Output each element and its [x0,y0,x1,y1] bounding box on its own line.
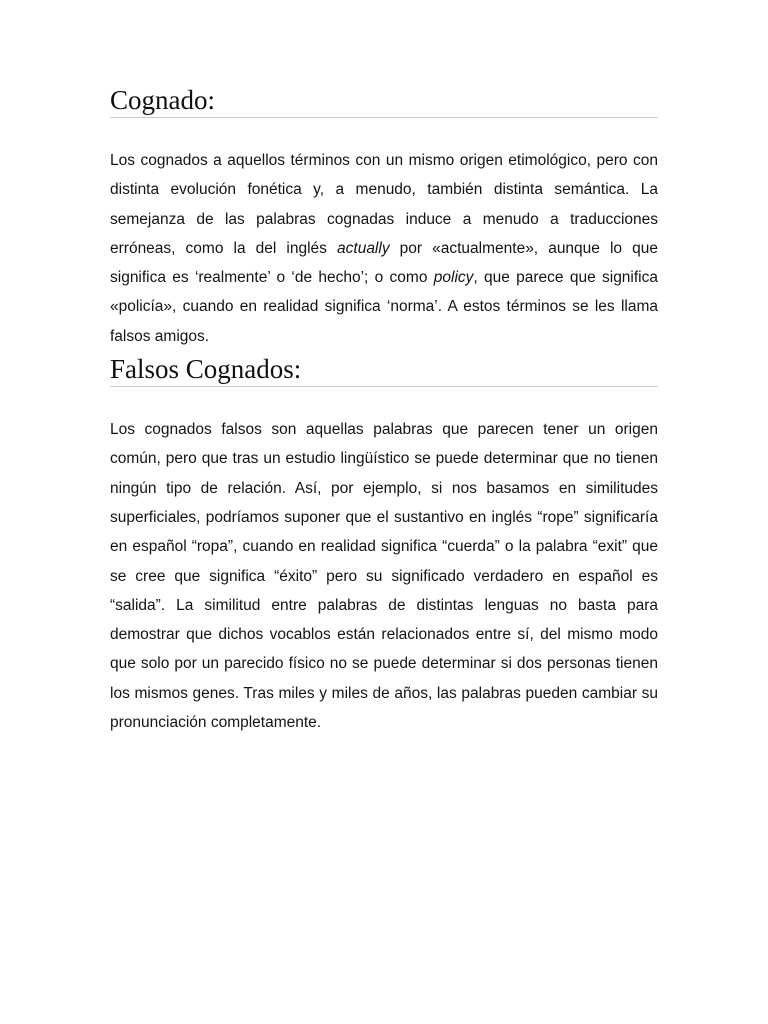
paragraph-falsos-cognados: Los cognados falsos son aquellas palabras que parecen tener un origen común, pero que tras un estudio lingüístico se puede determinar que no tienen ningún tipo de relación. Así, por ejemplo, si nos basamos en similitudes superficiales, podríamos suponer que el sustantivo en inglés “rope” significaría en español “ropa”, cuando en realidad significa “cuerda” o la palabra “exit” que se cree que significa “éxito” pero su significado verdadero en español es “salida”. La similitud entre palabras de distintas lenguas no basta para demostrar que dichos vocablos están relacionados entre sí, del mismo modo que solo por un parecido físico no se puede determinar si dos personas tienen los mismos genes. Tras miles y miles de años, las palabras pueden cambiar su pronunciación completamente. [110,421,658,732]
heading-cognado: Cognado: [110,84,658,118]
paragraph-cognado-part-1: Los cognados a aquellos términos con un mismo origen etimológico, pero con distinta evolución fonética y, a menudo, también distinta semántica. La semejanza de las palabras cognadas induce a menudo a traducciones erróneas, como la del inglés [110,152,658,257]
paragraph-cognado-part-3: , que parece que significa «policía», cuando en realidad significa ‘norma’. A estos términos se les llama falsos amigos. [110,269,658,345]
term-actually: actually [337,239,390,257]
document-page [110,84,658,737]
term-policy: policy [433,269,474,287]
paragraph-cognado [110,146,658,351]
paragraph-cognado-part-2: por «actualmente», aunque lo que significa es ‘realmente’ o ‘de hecho’; o como [110,239,658,287]
heading-falsos-cognados: Falsos Cognados: [110,353,658,387]
